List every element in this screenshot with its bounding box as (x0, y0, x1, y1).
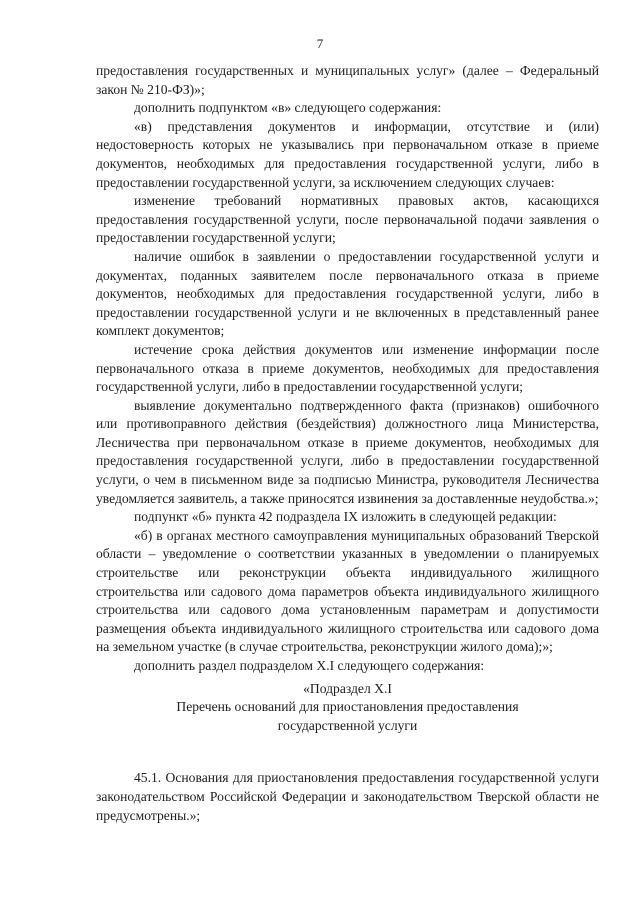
paragraph-case-requirements-change: изменение требований нормативных правовых актов, касающихся предоставления государственной услуги, после первоначальной подачи заявления о предоставлении государственной услуги; (96, 193, 599, 246)
paragraph-law-reference: предоставления государственных и муниципальных услуг» (далее – Федеральный закон № 210-ФЗ)»; (96, 63, 599, 97)
paragraph-case-unlawful-action: выявление документально подтвержденного факта (признаков) ошибочного или противоправного действия (бездействия) должностного лица Министерства, Лесничества при первоначальном отказе в приеме документов, необходимых для предоставления государственной услуги, либо в предоставлении государственной услуги, о чем в письменном виде за подписью Министра, руководителя Лесничества уведомляется заявитель, а также приносятся извинения за доставленные неудобства.»; (96, 397, 599, 506)
paragraph-add-subitem-v: дополнить подпунктом «в» следующего содержания: (134, 100, 442, 116)
paragraph-case-expiry: истечение срока действия документов или изменение информации после первоначального отказа в приеме документов, необходимых для предоставления государственной услуги, либо в предоставлении государственной услуги; (96, 341, 599, 395)
paragraph-subitem-b-intro: подпункт «б» пункта 42 подраздела IX изложить в следующей редакции: (134, 509, 557, 525)
paragraph-45-1: 45.1. Основания для приостановления предоставления государственной услуги законодательством Российской Федерации и законодательством Тверской области не предусмотрены.»; (96, 770, 599, 823)
subsection-label: «Подраздел X.I (303, 680, 392, 696)
paragraph-case-errors: наличие ошибок в заявлении о предоставлении государственной услуги и документах, поданных заявителем после первоначального отказа в приеме документов, необходимых для предоставления государственной услуги, либо в предоставлении государственной услуги и не включенных в представленный ранее комплект документов; (96, 248, 599, 339)
subsection-title: Перечень оснований для приостановления предоставления государственной услуги (176, 699, 519, 733)
page-number: 7 (316, 36, 324, 51)
paragraph-subitem-v: «в) представления документов и информации, отсутствие и (или) недостоверность которых не указывались при первоначальном отказе в приеме документов, необходимых для предоставления государственной услуги, либо в предоставлении государственной услуги, за исключением следующих случаев: (96, 118, 599, 190)
document-body (96, 62, 599, 825)
paragraph-add-subsection: дополнить раздел подразделом X.I следующего содержания: (134, 658, 485, 673)
paragraph-subitem-b: «б) в органах местного самоуправления муниципальных образований Тверской области – уведомление о соответствии указанных в уведомлении о планируемых строительстве или реконструкции объекта индивидуального жилищного строительства или садового дома параметров объекта индивидуального жилищного строительства или садового дома установленным параметрам и допустимости размещения объекта индивидуального жилищного строительства или садового дома на земельном участке (в случае строительства, реконструкции жилого дома);»; (96, 527, 599, 655)
